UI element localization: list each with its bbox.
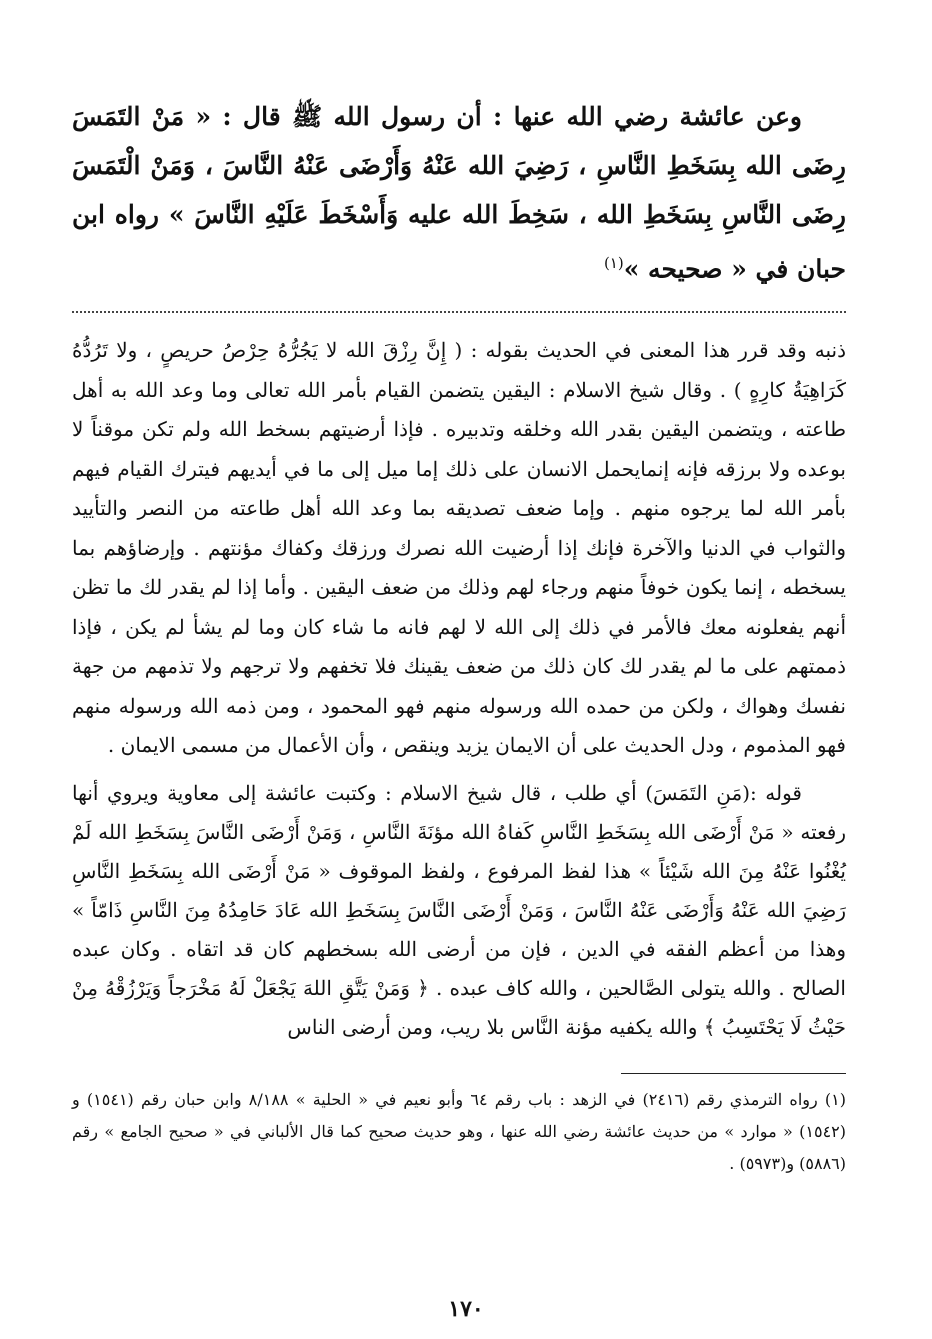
dotted-separator xyxy=(72,311,846,313)
footnote: (١) رواه الترمذي رقم (٢٤١٦) في الزهد : باب رقم ٦٤ وأبو نعيم في « الحلية » ٨/١٨٨ وابن حبان رقم (١٥٤١) و (١٥٤٢) « موارد » من حديث عائشة رضي الله عنها ، وهو حديث صحيح كما قال الألباني في « صحيح الجامع » رقم (٥٨٨٦) و(٥٩٧٣) . xyxy=(72,1089,846,1173)
hadith-paragraph xyxy=(72,92,846,293)
footnote-rule xyxy=(621,1073,846,1074)
commentary-paragraph-2: قوله :(مَنِ التَمَسَ) أي طلب ، قال شيخ الاسلام : وكتبت عائشة إلى معاوية ويروي أنها رفعته « مَنْ أَرْضَى الله بِسَخَطِ النَّاسِ كَفاهُ الله مؤنَةَ النَّاسِ ، وَمَنْ أَرْضَى النَّاسَ بِسَخَطِ الله لَمْ يُغْنُوا عَنْهُ مِنَ الله شَيْئاً » هذا لفظ المرفوع ، ولفظ الموقوف « مَنْ أَرْضَى الله بِسَخَطِ النَّاسِ رَضِيَ الله عَنْهُ وَأَرْضَى عَنْهُ النَّاسَ ، وَمَنْ أَرْضَى النَّاسَ بِسَخَطِ الله عَادَ حَامِدُهُ مِنَ النَّاسِ ذَامّاً » وهذا من أعظم الفقه في الدين ، فإن من أرضى الله بسخطهم كان قد اتقاه . وكان عبده الصالح . والله يتولى الصَّالحين ، والله كاف عبده . ﴿ وَمَنْ يَتَّقِ اللهَ يَجْعَلْ لَهُ مَخْرَجاً وَيَرْزُقْهُ مِنْ حَيْثُ لَا يَحْتَسِبُ ﴾ والله يكفيه مؤنة النَّاس بلا ريب، ومن أرضى الناس xyxy=(72,780,846,1039)
page-number: ١٧٠ xyxy=(448,1296,484,1322)
hadith-text: وعن عائشة رضي الله عنها : أن رسول الله ﷺ قال : « مَنْ التَمَسَ رِضَى الله بِسَخَطِ النَّاسِ ، رَضِيَ الله عَنْهُ وَأَرْضَى عَنْهُ النَّاسَ ، وَمَنْ الْتَمَسَ رِضَى النَّاسِ بِسَخَطِ الله ، سَخِطَ الله عليه وَأَسْخَطَ عَلَيْهِ النَّاسَ » رواه ابن حبان في « صحيحه » xyxy=(72,102,846,284)
commentary-paragraph-1: ذنبه وقد قرر هذا المعنى في الحديث بقوله : ( إِنَّ رِزْقَ الله لا يَجُرُّهُ حِرْصُ حريصٍ ، ولا تَرُدُّهُ كَرَاهِيَةُ كارِهٍ ) . وقال شيخ الاسلام : اليقين يتضمن القيام بأمر الله تعالى وما وعد الله به أهل طاعته ، ويتضمن اليقين بقدر الله وخلقه وتدبيره . فإذا أرضيتهم بسخط الله ولم تكن موقناً لا بوعده ولا برزقه فإنه إنمايحمل الانسان على ذلك إما ميل إلى ما في أيديهم فيترك القيام فيهم بأمر الله لما يرجوه منهم . وإما ضعف تصديقه بما وعد الله أهل طاعته من النصر والتأييد والثواب في الدنيا والآخرة فإنك إذا أرضيت الله نصرك ورزقك وكفاك مؤنتهم . وإرضاؤهم بما يسخطه ، إنما يكون خوفاً منهم ورجاء لهم وذلك من ضعف اليقين . وأما إذا لم يقدر لك ما تظن أنهم يفعلونه معك فالأمر في ذلك إلى الله لا لهم فانه ما شاء كان وما لم يشأ لم يكن ، فإذا ذممتهم على ما لم يقدر لك كان ذلك من ضعف يقينك فلا تخفهم ولا ترجهم ولا تذمهم من جهة نفسك وهواك ، ولكن من حمده الله ورسوله منهم فهو المحمود ، ومن ذمه الله ورسوله منهم فهو المذموم ، ودل الحديث على أن الايمان يزيد وينقص ، وأن الأعمال من مسمى الايمان . xyxy=(72,338,847,758)
footnote-reference: (١) xyxy=(603,254,624,272)
